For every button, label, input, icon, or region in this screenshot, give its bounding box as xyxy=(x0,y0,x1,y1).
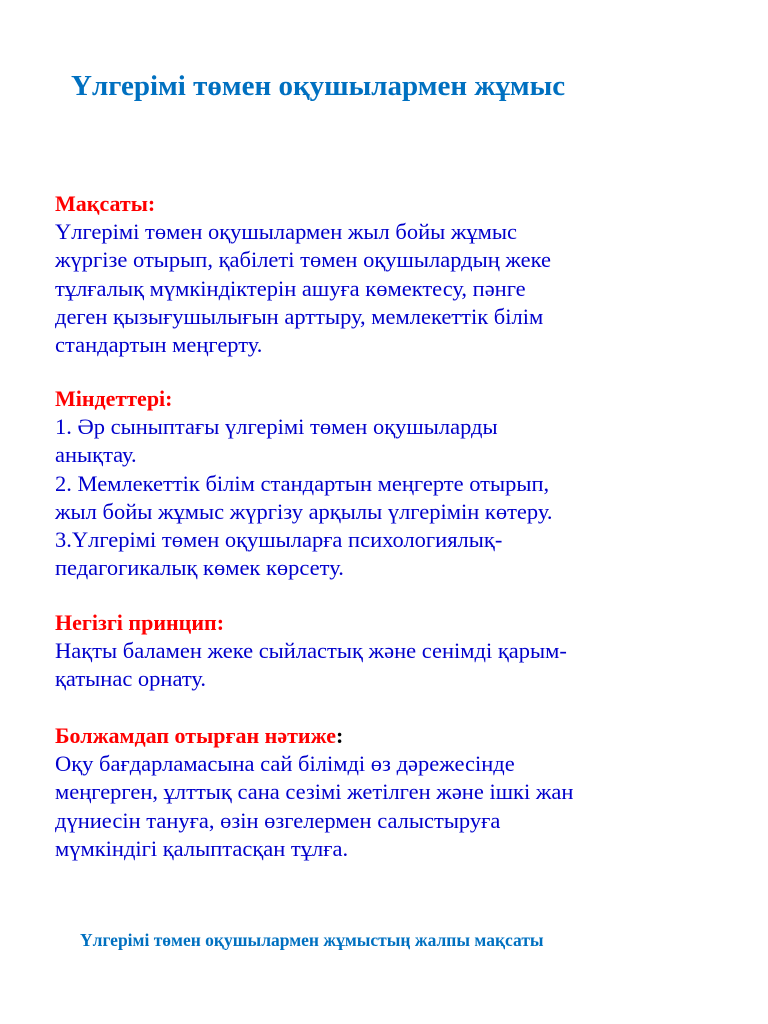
text-line: 2. Мемлекеттік білім стандартын меңгерте отырып, xyxy=(55,470,550,496)
text-line: педагогикалық көмек көрсету. xyxy=(55,555,344,581)
text-line: жыл бойы жұмыс жүргізу арқылы үлгерімін көтеру. xyxy=(55,498,553,524)
text-line: анықтау. xyxy=(55,442,137,468)
section-goal xyxy=(55,190,695,359)
section-result-heading xyxy=(55,722,695,750)
section-principle xyxy=(55,609,695,694)
section-goal-heading: Мақсаты: xyxy=(55,191,156,216)
text-line: дүниесін тануға, өзін өзгелермен салыстыруға xyxy=(55,807,501,833)
section-tasks xyxy=(55,385,695,583)
section-result-heading-colon: : xyxy=(336,723,344,748)
text-line: қатынас орнату. xyxy=(55,666,207,692)
text-line: Нақты баламен жеке сыйластық және сенімді қарым- xyxy=(55,638,567,663)
text-line: 3.Үлгерімі төмен оқушыларға психологиялық- xyxy=(55,527,503,553)
text-line: мүмкіндігі қалыптасқан тұлға. xyxy=(55,835,349,861)
section-expected-result xyxy=(55,722,695,863)
section-goal-text xyxy=(55,218,695,359)
section-result-heading-text: Болжамдап отырған нәтиже xyxy=(55,723,336,748)
section-tasks-heading: Міндеттері: xyxy=(55,386,173,411)
text-line: Үлгерімі төмен оқушылармен жыл бойы жұмыс xyxy=(55,219,518,244)
section-principle-text xyxy=(55,637,695,694)
text-line: стандартын меңгерту. xyxy=(55,332,263,358)
text-line: жүргізе отырып, қабілеті төмен оқушылардың жеке xyxy=(55,247,551,273)
text-line: деген қызығушылығын арттыру, мемлекеттік білім xyxy=(55,303,544,329)
text-line: Оқу бағдарламасына сай білімді өз дәрежесінде xyxy=(55,751,515,776)
section-principle-heading: Негізгі принцип: xyxy=(55,610,225,635)
document-title: Үлгерімі төмен оқушылармен жұмыс xyxy=(71,70,566,102)
section-tasks-text xyxy=(55,413,695,583)
text-line: тұлғалық мүмкіндіктерін ашуға көмектесу, пәнге xyxy=(55,275,526,301)
section-result-text xyxy=(55,750,695,863)
text-line: меңгерген, ұлттық сана сезімі жетілген және ішкі жан xyxy=(55,779,574,805)
text-line: 1. Әр сыныптағы үлгерімі төмен оқушыларды xyxy=(55,414,498,439)
footer-title: Үлгерімі төмен оқушылармен жұмыстың жалпы мақсаты xyxy=(80,930,544,950)
